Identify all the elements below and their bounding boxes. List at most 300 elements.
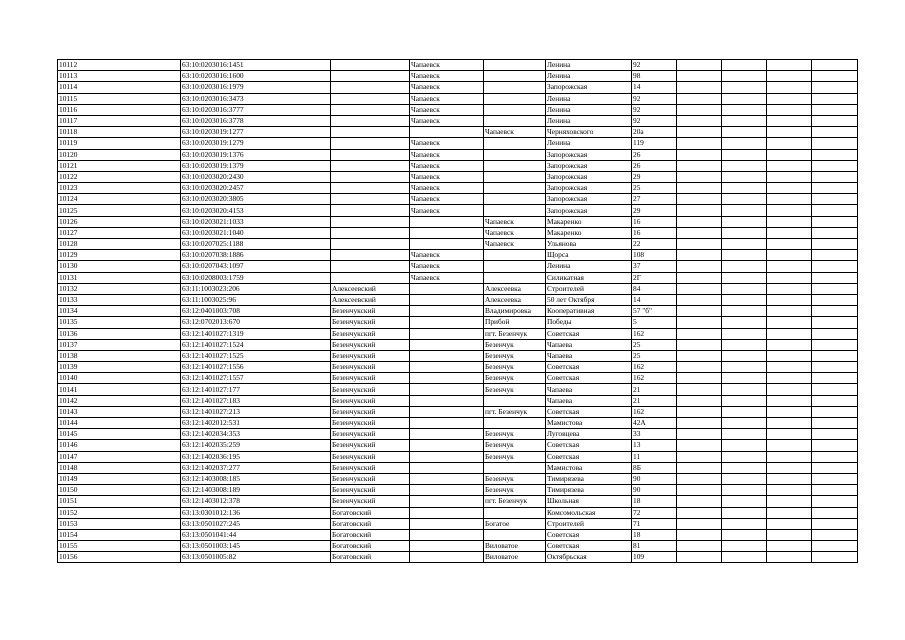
cell-id: 10120: [58, 149, 181, 160]
cell-settlement: Безенчук: [484, 429, 546, 440]
cell-e3: [767, 261, 812, 272]
cell-e1: [677, 171, 722, 182]
table-row: [58, 518, 858, 529]
cell-district: Безенчукский: [331, 306, 410, 317]
cell-city: [410, 451, 484, 462]
table-row: [58, 485, 858, 496]
cell-id: 10147: [58, 451, 181, 462]
cell-city: Чапаевск: [410, 115, 484, 126]
cell-city: [410, 418, 484, 429]
table-row: [58, 250, 858, 261]
cell-e3: [767, 194, 812, 205]
cell-settlement: пгт. Безенчук: [484, 406, 546, 417]
cell-e2: [722, 350, 767, 361]
cell-id: 10117: [58, 115, 181, 126]
cell-street: Советская: [546, 362, 632, 373]
cell-e3: [767, 473, 812, 484]
cell-settlement: Виловатое: [484, 552, 546, 563]
cell-id: 10127: [58, 227, 181, 238]
cell-district: Безенчукский: [331, 462, 410, 473]
cell-e1: [677, 529, 722, 540]
cell-e4: [812, 384, 858, 395]
cell-e4: [812, 496, 858, 507]
cell-settlement: Безенчук: [484, 339, 546, 350]
cell-e3: [767, 552, 812, 563]
cell-e3: [767, 339, 812, 350]
cell-e3: [767, 440, 812, 451]
cell-city: [410, 384, 484, 395]
cell-e2: [722, 261, 767, 272]
cell-settlement: Чапаевск: [484, 227, 546, 238]
cell-street: Ленина: [546, 261, 632, 272]
cell-cadastral: 63:10:0203019:1279: [181, 138, 331, 149]
table-row: [58, 462, 858, 473]
cell-house: 162: [632, 328, 677, 339]
cell-id: 10149: [58, 473, 181, 484]
cell-settlement: Безенчук: [484, 485, 546, 496]
cell-settlement: [484, 272, 546, 283]
cell-e3: [767, 82, 812, 93]
table-row: [58, 541, 858, 552]
cell-cadastral: 63:10:0207043:1097: [181, 261, 331, 272]
cell-city: Чапаевск: [410, 60, 484, 71]
cell-district: [331, 93, 410, 104]
cell-district: [331, 115, 410, 126]
cell-city: [410, 440, 484, 451]
cell-e2: [722, 541, 767, 552]
cell-id: 10116: [58, 104, 181, 115]
cell-district: [331, 71, 410, 82]
cell-e1: [677, 71, 722, 82]
cell-city: Чапаевск: [410, 93, 484, 104]
table-row: [58, 93, 858, 104]
cell-street: Ленина: [546, 93, 632, 104]
cell-e4: [812, 261, 858, 272]
cell-e2: [722, 250, 767, 261]
cell-house: 16: [632, 227, 677, 238]
cell-e3: [767, 60, 812, 71]
cell-settlement: Владимировка: [484, 306, 546, 317]
cell-settlement: Безенчук: [484, 362, 546, 373]
cell-e3: [767, 138, 812, 149]
table-row: [58, 451, 858, 462]
cell-e2: [722, 160, 767, 171]
table-row: [58, 216, 858, 227]
cell-e4: [812, 395, 858, 406]
table-row: [58, 149, 858, 160]
cell-cadastral: 63:10:0203016:1979: [181, 82, 331, 93]
cell-e4: [812, 362, 858, 373]
cell-e1: [677, 160, 722, 171]
cell-city: Чапаевск: [410, 138, 484, 149]
cell-cadastral: 63:13:0501027:245: [181, 518, 331, 529]
cell-settlement: Виловатое: [484, 541, 546, 552]
cell-settlement: [484, 60, 546, 71]
cell-city: Чапаевск: [410, 71, 484, 82]
cell-cadastral: 63:12:0401003:708: [181, 306, 331, 317]
cell-id: 10126: [58, 216, 181, 227]
cell-settlement: пгт. Безенчук: [484, 328, 546, 339]
cell-city: [410, 350, 484, 361]
cell-settlement: [484, 93, 546, 104]
cell-house: 108: [632, 250, 677, 261]
cell-e1: [677, 216, 722, 227]
cell-district: [331, 149, 410, 160]
cell-house: 162: [632, 406, 677, 417]
cell-e3: [767, 541, 812, 552]
cell-e1: [677, 552, 722, 563]
cell-e3: [767, 350, 812, 361]
cell-e3: [767, 283, 812, 294]
cell-e4: [812, 485, 858, 496]
cell-e1: [677, 541, 722, 552]
cell-e1: [677, 429, 722, 440]
cell-e4: [812, 462, 858, 473]
cell-street: Силикатная: [546, 272, 632, 283]
cell-id: 10129: [58, 250, 181, 261]
cell-cadastral: 63:12:1403008:185: [181, 473, 331, 484]
cell-e1: [677, 183, 722, 194]
cell-cadastral: 63:10:0203016:3778: [181, 115, 331, 126]
cell-district: Безенчукский: [331, 339, 410, 350]
cell-city: Чапаевск: [410, 160, 484, 171]
cell-e3: [767, 373, 812, 384]
cell-e2: [722, 115, 767, 126]
cell-e2: [722, 216, 767, 227]
cell-id: 10115: [58, 93, 181, 104]
cell-e2: [722, 384, 767, 395]
cell-e4: [812, 272, 858, 283]
cell-city: [410, 328, 484, 339]
cell-e2: [722, 272, 767, 283]
cell-e3: [767, 294, 812, 305]
cell-e4: [812, 71, 858, 82]
cell-id: 10150: [58, 485, 181, 496]
cell-e3: [767, 362, 812, 373]
cell-e1: [677, 138, 722, 149]
cell-district: Безенчукский: [331, 362, 410, 373]
cell-street: Чапаева: [546, 350, 632, 361]
cell-e3: [767, 328, 812, 339]
cell-settlement: Алексеевка: [484, 294, 546, 305]
cell-e4: [812, 227, 858, 238]
cell-e4: [812, 194, 858, 205]
cell-e4: [812, 440, 858, 451]
cell-e3: [767, 205, 812, 216]
cell-district: Безенчукский: [331, 373, 410, 384]
cell-id: 10143: [58, 406, 181, 417]
cell-e2: [722, 127, 767, 138]
cell-e3: [767, 462, 812, 473]
cell-street: Кооперативная: [546, 306, 632, 317]
cell-district: [331, 104, 410, 115]
cell-settlement: [484, 160, 546, 171]
cell-city: Чапаевск: [410, 82, 484, 93]
table-row: [58, 496, 858, 507]
cell-e1: [677, 350, 722, 361]
table-row: [58, 429, 858, 440]
cell-id: 10122: [58, 171, 181, 182]
cell-cadastral: 63:12:1403008:189: [181, 485, 331, 496]
cell-house: 13: [632, 440, 677, 451]
cell-id: 10130: [58, 261, 181, 272]
cell-house: 26: [632, 149, 677, 160]
cell-e2: [722, 440, 767, 451]
table-body: [58, 60, 858, 563]
cell-e4: [812, 250, 858, 261]
cell-e4: [812, 317, 858, 328]
cell-city: Чапаевск: [410, 261, 484, 272]
cell-house: 14: [632, 82, 677, 93]
cell-settlement: Богатое: [484, 518, 546, 529]
cell-settlement: [484, 104, 546, 115]
cell-house: 25: [632, 350, 677, 361]
cell-cadastral: 63:10:0203020:2457: [181, 183, 331, 194]
cell-settlement: пгт. Безенчук: [484, 496, 546, 507]
cell-id: 10134: [58, 306, 181, 317]
table-row: [58, 306, 858, 317]
table-row: [58, 373, 858, 384]
cell-settlement: [484, 205, 546, 216]
cell-district: [331, 250, 410, 261]
cell-settlement: [484, 82, 546, 93]
cell-settlement: [484, 194, 546, 205]
cell-street: Черняховского: [546, 127, 632, 138]
cell-street: Запорожская: [546, 205, 632, 216]
cell-e4: [812, 205, 858, 216]
cell-district: Богатовский: [331, 529, 410, 540]
cell-id: 10136: [58, 328, 181, 339]
cell-street: Мамистова: [546, 462, 632, 473]
cell-e4: [812, 283, 858, 294]
cell-house: 11: [632, 451, 677, 462]
table-row: [58, 183, 858, 194]
cell-settlement: [484, 171, 546, 182]
cell-house: 90: [632, 473, 677, 484]
cell-street: 50 лет Октября: [546, 294, 632, 305]
cell-street: Победы: [546, 317, 632, 328]
cell-settlement: Безенчук: [484, 384, 546, 395]
table-row: [58, 272, 858, 283]
cell-house: 90: [632, 485, 677, 496]
cell-id: 10132: [58, 283, 181, 294]
cell-e2: [722, 71, 767, 82]
cell-e2: [722, 473, 767, 484]
cell-e1: [677, 149, 722, 160]
cell-city: [410, 507, 484, 518]
cell-city: Чапаевск: [410, 104, 484, 115]
cell-e3: [767, 518, 812, 529]
cell-id: 10118: [58, 127, 181, 138]
cell-cadastral: 63:13:0501041:44: [181, 529, 331, 540]
cell-e2: [722, 552, 767, 563]
cell-cadastral: 63:12:1401027:1525: [181, 350, 331, 361]
cell-e3: [767, 306, 812, 317]
cell-e4: [812, 429, 858, 440]
cell-district: Безенчукский: [331, 496, 410, 507]
cell-e2: [722, 104, 767, 115]
cell-street: Советская: [546, 529, 632, 540]
cell-e4: [812, 306, 858, 317]
cell-e2: [722, 418, 767, 429]
cell-e4: [812, 183, 858, 194]
cell-cadastral: 63:13:0501005:82: [181, 552, 331, 563]
table-row: [58, 473, 858, 484]
cell-street: Строителей: [546, 283, 632, 294]
cell-cadastral: 63:13:0301012:136: [181, 507, 331, 518]
cell-street: Советская: [546, 328, 632, 339]
cell-house: 81: [632, 541, 677, 552]
cell-street: Советская: [546, 541, 632, 552]
cell-settlement: Чапаевск: [484, 216, 546, 227]
cell-city: [410, 339, 484, 350]
cell-id: 10156: [58, 552, 181, 563]
cell-street: Ленина: [546, 104, 632, 115]
cell-settlement: [484, 418, 546, 429]
cell-house: 109: [632, 552, 677, 563]
cell-e3: [767, 272, 812, 283]
cell-cadastral: 63:10:0203020:2430: [181, 171, 331, 182]
cell-e3: [767, 71, 812, 82]
cell-id: 10146: [58, 440, 181, 451]
cell-district: [331, 227, 410, 238]
cell-e4: [812, 82, 858, 93]
cell-e4: [812, 115, 858, 126]
cell-street: Чапаева: [546, 339, 632, 350]
cell-e4: [812, 406, 858, 417]
cell-cadastral: 63:12:1402036:195: [181, 451, 331, 462]
table-row: [58, 115, 858, 126]
cell-district: [331, 216, 410, 227]
cell-e1: [677, 451, 722, 462]
cell-e3: [767, 183, 812, 194]
cell-cadastral: 63:12:1401027:177: [181, 384, 331, 395]
cell-settlement: [484, 71, 546, 82]
cell-e1: [677, 339, 722, 350]
table-row: [58, 529, 858, 540]
table-row: [58, 160, 858, 171]
cell-city: [410, 406, 484, 417]
cell-id: 10135: [58, 317, 181, 328]
cell-street: Луговцева: [546, 429, 632, 440]
cell-district: [331, 171, 410, 182]
cell-cadastral: 63:12:1401027:1524: [181, 339, 331, 350]
cell-id: 10148: [58, 462, 181, 473]
cell-house: 37: [632, 261, 677, 272]
cell-id: 10112: [58, 60, 181, 71]
cell-settlement: Безенчук: [484, 473, 546, 484]
cell-e2: [722, 451, 767, 462]
cell-e3: [767, 418, 812, 429]
cell-e4: [812, 541, 858, 552]
cell-id: 10133: [58, 294, 181, 305]
cell-e3: [767, 171, 812, 182]
cell-e3: [767, 529, 812, 540]
cell-e1: [677, 104, 722, 115]
cell-e2: [722, 294, 767, 305]
cell-house: 72: [632, 507, 677, 518]
table-row: [58, 261, 858, 272]
cell-street: Ленина: [546, 71, 632, 82]
cell-e1: [677, 194, 722, 205]
cell-e4: [812, 418, 858, 429]
cell-e1: [677, 82, 722, 93]
cell-cadastral: 63:12:1402034:353: [181, 429, 331, 440]
cell-district: [331, 239, 410, 250]
cell-street: Строителей: [546, 518, 632, 529]
cell-district: Безенчукский: [331, 350, 410, 361]
cell-e3: [767, 93, 812, 104]
cell-house: 92: [632, 93, 677, 104]
table-row: [58, 362, 858, 373]
cell-id: 10128: [58, 239, 181, 250]
cell-cadastral: 63:12:1401027:183: [181, 395, 331, 406]
cell-house: 33: [632, 429, 677, 440]
cell-cadastral: 63:12:1401027:213: [181, 406, 331, 417]
table-row: [58, 317, 858, 328]
cell-e2: [722, 339, 767, 350]
cell-city: Чапаевск: [410, 183, 484, 194]
cell-e2: [722, 183, 767, 194]
cell-street: Школьная: [546, 496, 632, 507]
cell-house: 27: [632, 194, 677, 205]
table-row: [58, 552, 858, 563]
cell-house: 18: [632, 496, 677, 507]
table-row: [58, 239, 858, 250]
table-row: [58, 395, 858, 406]
cell-settlement: [484, 507, 546, 518]
cell-e2: [722, 462, 767, 473]
cell-e1: [677, 373, 722, 384]
cell-e4: [812, 239, 858, 250]
table-row: [58, 350, 858, 361]
cell-district: Богатовский: [331, 518, 410, 529]
cell-street: Запорожская: [546, 82, 632, 93]
cell-city: [410, 317, 484, 328]
cell-house: 21: [632, 384, 677, 395]
cell-settlement: Безенчук: [484, 373, 546, 384]
cell-cadastral: 63:12:1402012:531: [181, 418, 331, 429]
cell-cadastral: 63:10:0203019:1376: [181, 149, 331, 160]
cell-cadastral: 63:12:1401027:1556: [181, 362, 331, 373]
cell-e2: [722, 205, 767, 216]
cell-district: Безенчукский: [331, 317, 410, 328]
cell-e2: [722, 518, 767, 529]
cell-street: Комсомольская: [546, 507, 632, 518]
cell-id: 10125: [58, 205, 181, 216]
table-row: [58, 104, 858, 115]
cell-e1: [677, 496, 722, 507]
cell-settlement: Прибой: [484, 317, 546, 328]
cell-city: Чапаевск: [410, 250, 484, 261]
cell-e2: [722, 194, 767, 205]
cell-city: [410, 429, 484, 440]
cell-id: 10152: [58, 507, 181, 518]
table-row: [58, 384, 858, 395]
cell-cadastral: 63:10:0203020:4153: [181, 205, 331, 216]
cell-id: 10113: [58, 71, 181, 82]
cell-settlement: Чапаевск: [484, 239, 546, 250]
cell-house: 14: [632, 294, 677, 305]
cell-settlement: [484, 250, 546, 261]
cell-street: Запорожская: [546, 149, 632, 160]
table-row: [58, 440, 858, 451]
cell-house: 2Г: [632, 272, 677, 283]
cell-e4: [812, 507, 858, 518]
cell-e1: [677, 395, 722, 406]
cell-id: 10144: [58, 418, 181, 429]
cell-street: Щорса: [546, 250, 632, 261]
